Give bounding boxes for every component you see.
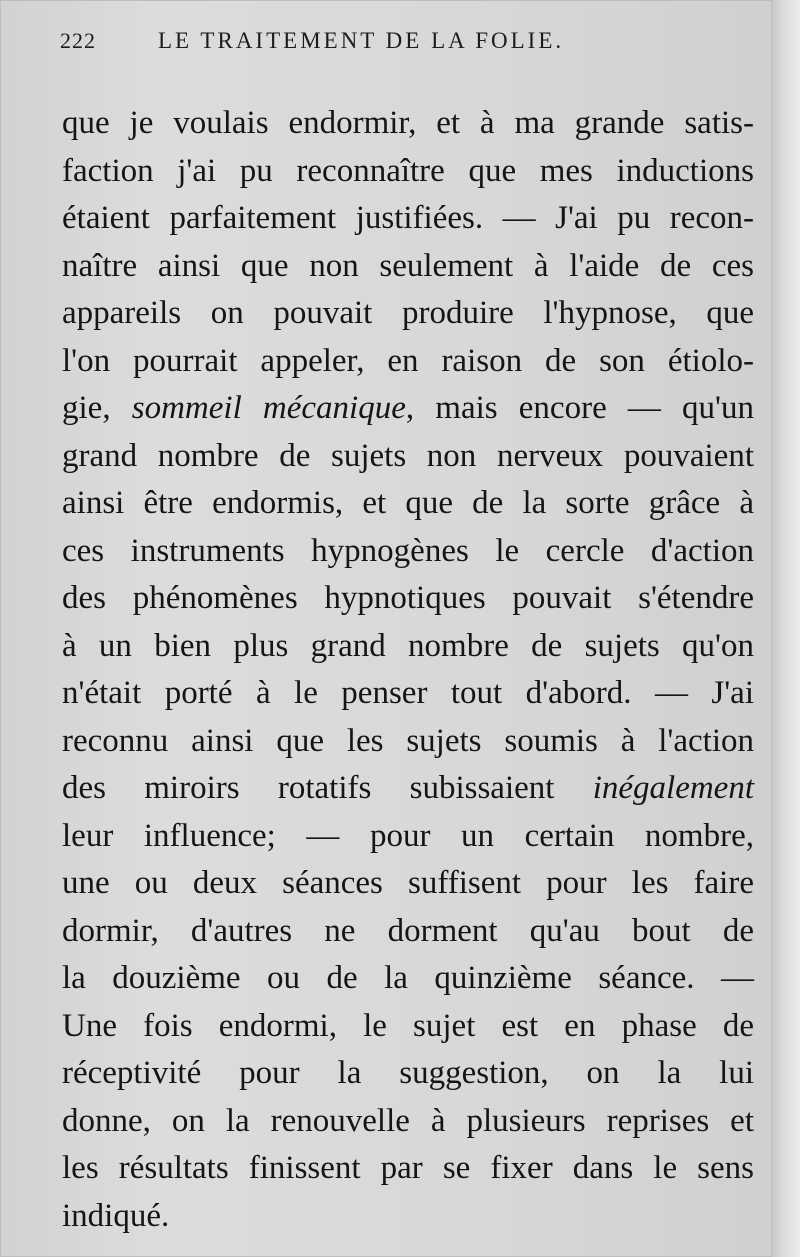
text-line: la douzième ou de la quinzième séance. — <box>62 960 754 996</box>
text-segment: , mais encore — qu'un <box>405 390 754 426</box>
running-title: LE TRAITEMENT DE LA FOLIE. <box>158 28 565 53</box>
text-line: naître ainsi que non seulement à l'aide de ces <box>62 247 754 284</box>
text-line: leur influence; — pour un certain nombre, <box>62 817 754 854</box>
text-line: appareils on pouvait produire l'hypnose, que <box>62 295 754 331</box>
italic-phrase: sommeil mécanique <box>131 390 406 426</box>
body-text <box>62 100 754 1240</box>
text-line: une ou deux séances suffisent pour les faire <box>62 865 754 901</box>
text-line <box>62 765 754 813</box>
text-line: grand nombre de sujets non nerveux pouvaient <box>62 437 754 474</box>
text-line: donne, on la renouvelle à plusieurs reprises et <box>62 1102 754 1139</box>
text-line: Une fois endormi, le sujet est en phase de <box>62 1007 754 1044</box>
text-line: dormir, d'autres ne dorment qu'au bout de <box>62 912 754 949</box>
text-line <box>62 385 754 433</box>
text-line: des phénomènes hypnotiques pouvait s'étendre <box>62 580 754 616</box>
text-line: indiqué. <box>62 1197 170 1234</box>
text-line: réceptivité pour la suggestion, on la lui <box>62 1055 754 1091</box>
text-line: reconnu ainsi que les sujets soumis à l'action <box>62 722 754 759</box>
page-number: 222 <box>60 28 96 53</box>
page-edge <box>772 0 800 1257</box>
text-line: à un bien plus grand nombre de sujets qu'on <box>62 627 754 664</box>
text-segment: des miroirs rotatifs subissaient <box>62 770 593 806</box>
text-line: que je voulais endormir, et à ma grande satis- <box>62 105 754 141</box>
text-line: l'on pourrait appeler, en raison de son étiolo- <box>62 342 754 379</box>
text-line: étaient parfaitement justifiées. — J'ai pu recon- <box>62 200 754 236</box>
page-header <box>60 28 680 68</box>
text-line: n'était porté à le penser tout d'abord. — J'ai <box>62 675 754 711</box>
italic-phrase: inégalement <box>592 770 754 806</box>
text-line: les résultats finissent par se fixer dans le sens <box>62 1150 754 1186</box>
text-segment: gie, <box>62 390 132 426</box>
text-line: ces instruments hypnogènes le cercle d'action <box>62 532 754 569</box>
text-line: faction j'ai pu reconnaître que mes inductions <box>62 152 754 189</box>
text-line: ainsi être endormis, et que de la sorte grâce à <box>62 485 754 521</box>
